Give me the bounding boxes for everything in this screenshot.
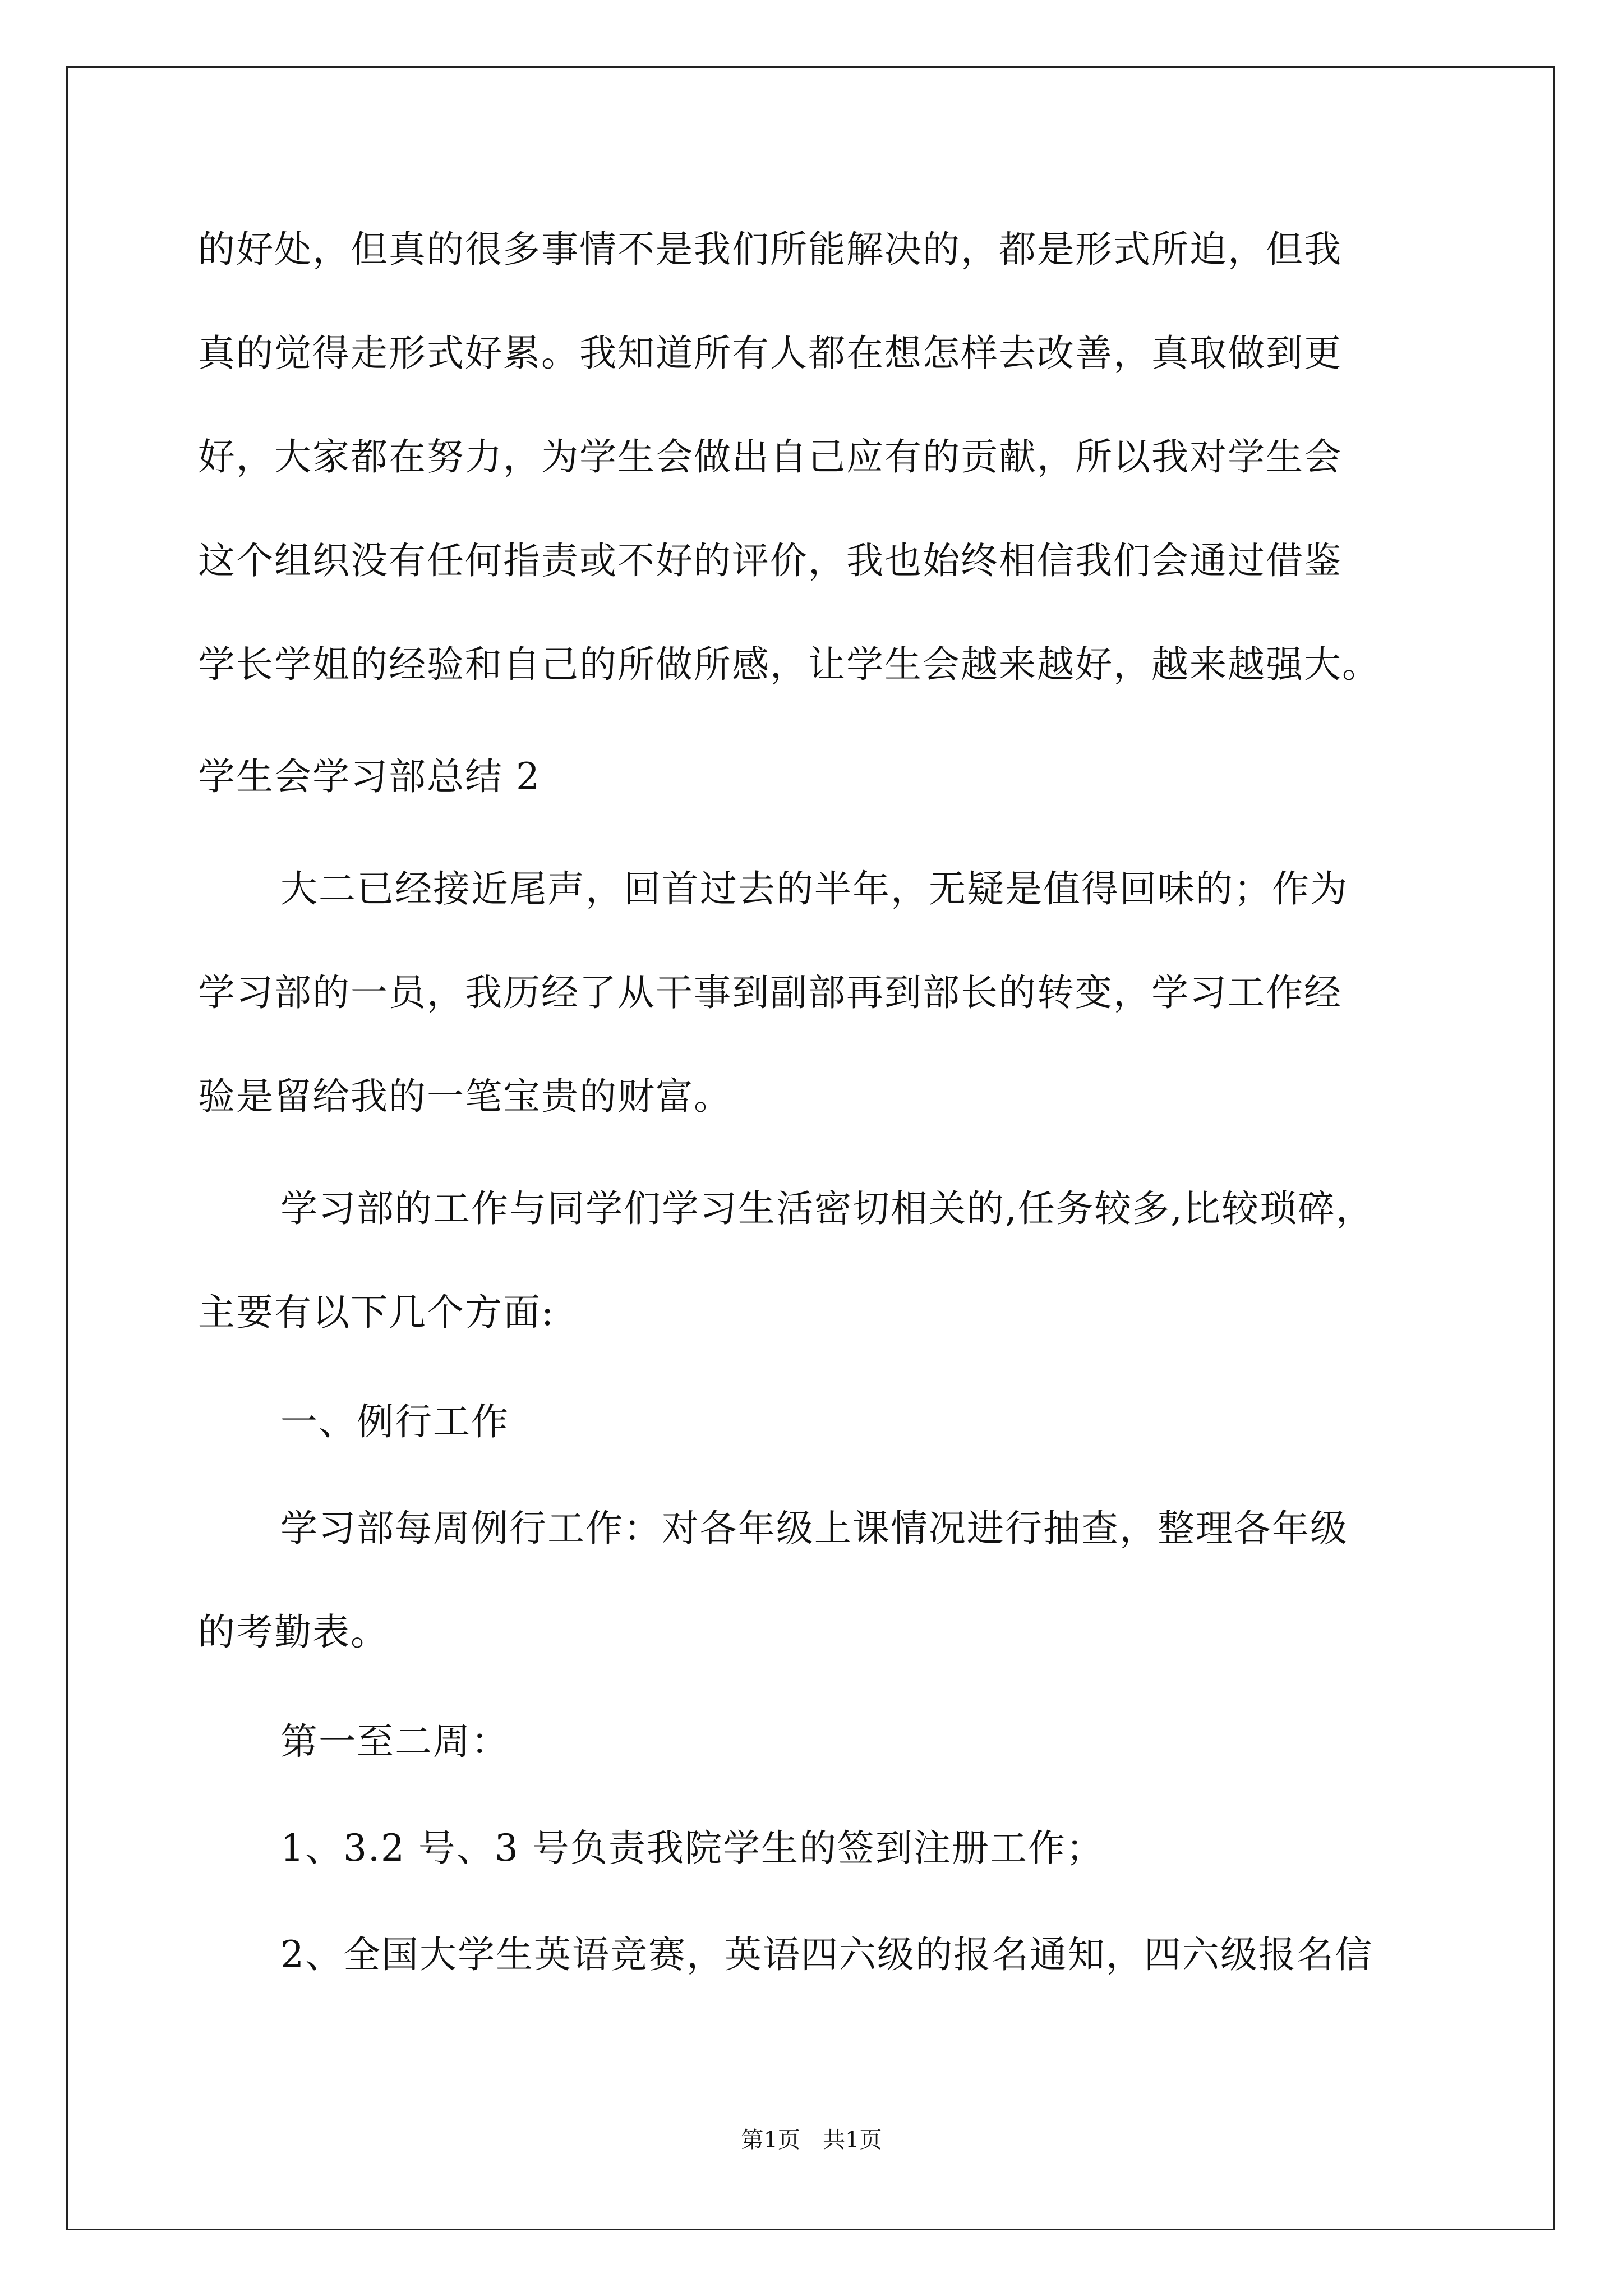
page-border xyxy=(66,66,1555,2230)
paragraph-line-2: 真的觉得走形式好累。我知道所有人都在想怎样去改善，真取做到更 xyxy=(198,332,1342,375)
paragraph-line-12: 的考勤表。 xyxy=(198,1611,389,1654)
paragraph-line-6: 大二已经接近尾声，回首过去的半年，无疑是值得回味的；作为 xyxy=(280,867,1348,910)
section-title: 学生会学习部总结 2 xyxy=(198,755,541,798)
paragraph-line-8: 验是留给我的一笔宝贵的财富。 xyxy=(198,1075,732,1118)
week-heading: 第一至二周： xyxy=(280,1720,509,1763)
paragraph-line-3: 好，大家都在努力，为学生会做出自己应有的贡献，所以我对学生会 xyxy=(198,435,1342,478)
paragraph-line-4: 这个组织没有任何指责或不好的评价，我也始终相信我们会通过借鉴 xyxy=(198,539,1342,582)
list-item-1: 1、3.2 号、3 号负责我院学生的签到注册工作； xyxy=(280,1826,1104,1870)
paragraph-line-7: 学习部的一员，我历经了从干事到副部再到部长的转变，学习工作经 xyxy=(198,971,1342,1014)
paragraph-line-11: 学习部每周例行工作：对各年级上课情况进行抽查，整理各年级 xyxy=(280,1507,1348,1550)
paragraph-line-1: 的好处，但真的很多事情不是我们所能解决的，都是形式所迫，但我 xyxy=(198,228,1342,271)
paragraph-line-5: 学长学姐的经验和自己的所做所感，让学生会越来越好，越来越强大。 xyxy=(198,643,1380,686)
paragraph-line-9: 学习部的工作与同学们学习生活密切相关的,任务较多,比较琐碎， xyxy=(280,1187,1374,1230)
list-item-2: 2、全国大学生英语竞赛，英语四六级的报名通知，四六级报名信 xyxy=(280,1933,1373,1976)
paragraph-line-10: 主要有以下几个方面: xyxy=(198,1291,555,1334)
page-footer: 第1页 共1页 xyxy=(741,2127,882,2153)
subheading-routine-work: 一、例行工作 xyxy=(280,1400,509,1443)
